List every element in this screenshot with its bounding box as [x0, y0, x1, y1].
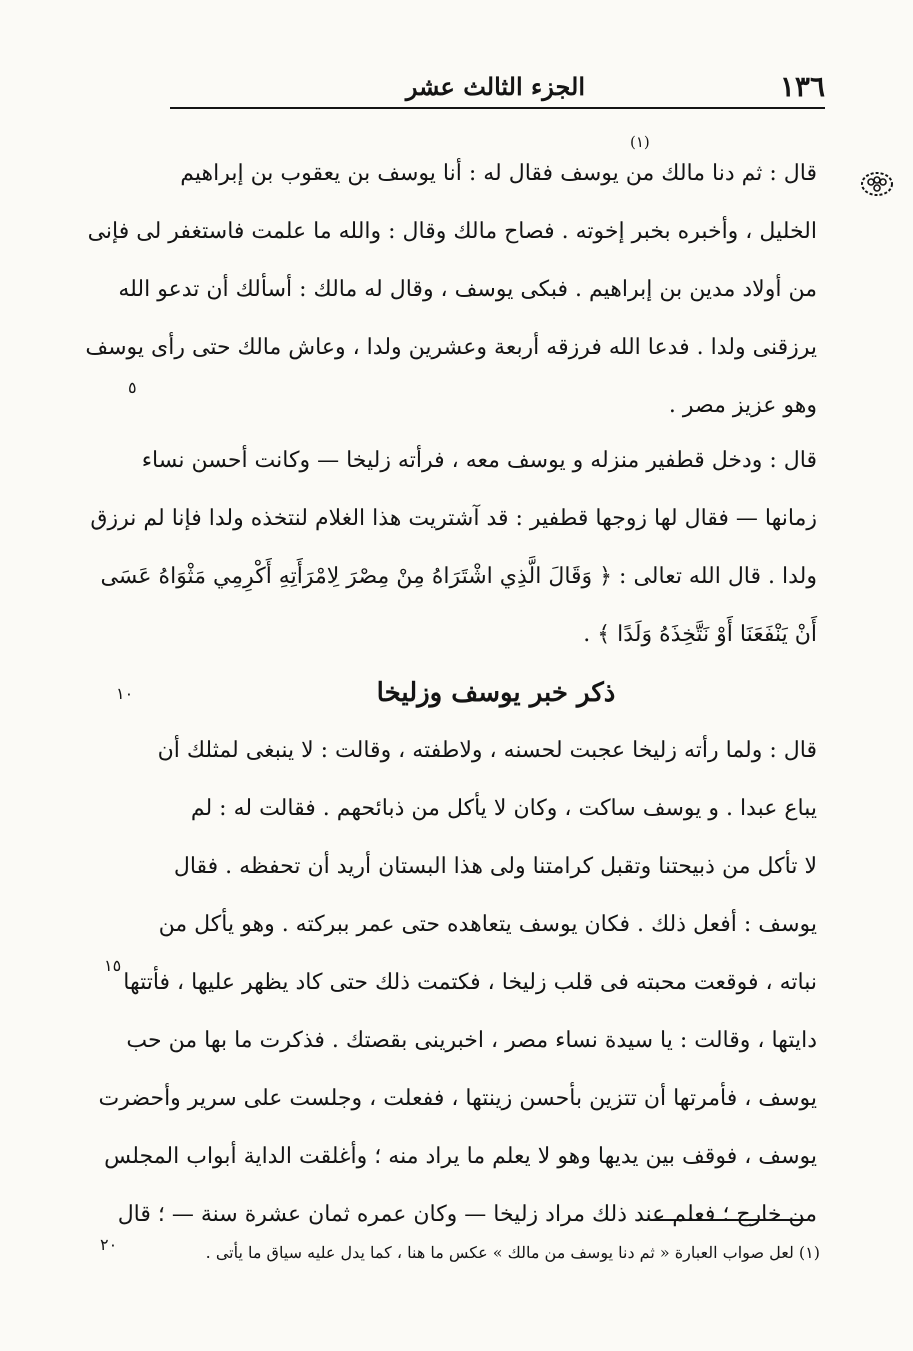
- text-line: أَنْ يَنْفَعَنَا أَوْ نَتَّخِذَهُ وَلَدًا ﴾ .: [583, 622, 817, 647]
- line-number-10: ١٠: [116, 684, 134, 703]
- text-line: قال : ودخل قطفير منزله و يوسف معه ، فرأته زليخا — وكانت أحسن نساء: [141, 448, 817, 473]
- text-line: من أولاد مدين بن إبراهيم . فبكى يوسف ، وقال له مالك : أسألك أن تدعو الله: [118, 277, 817, 302]
- text-line: يرزقنى ولدا . فدعا الله فرزقه أربعة وعشرين ولدا ، وعاش مالك حتى رأى يوسف: [85, 335, 817, 360]
- running-title: الجزء الثالث عشر: [405, 72, 585, 101]
- footnote-text: (١) لعل صواب العبارة « ثم دنا يوسف من مالك » عكس ما هنا ، كما يدل عليه سياق ما يأتى .: [205, 1243, 820, 1262]
- footnote-rule: [652, 1219, 804, 1221]
- text-line: زمانها — فقال لها زوجها قطفير : قد آشتريت هذا الغلام لنتخذه ولدا فإنا لم نرزق: [90, 506, 817, 531]
- text-line: يوسف : أفعل ذلك . فكان يوسف يتعاهده حتى عمر ببركته . وهو يأكل من: [158, 912, 817, 937]
- text-line: يوسف ، فأمرتها أن تتزين بأحسن زينتها ، ففعلت ، وجلست على سرير وأحضرت: [98, 1086, 817, 1111]
- paragraph-2: [90, 432, 817, 664]
- line-number-5: ٥: [128, 378, 137, 397]
- text-line: دايتها ، وقالت : يا سيدة نساء مصر ، اخبرينى بقصتك . فذكرت ما بها من حب: [126, 1028, 817, 1053]
- text-line: من خارج ؛ فعلم عند ذلك مراد زليخا — وكان عمره ثمان عشرة سنة — ؛ قال: [117, 1202, 817, 1227]
- paragraph-1: [85, 145, 817, 435]
- text-line: وهو عزيز مصر .: [668, 393, 817, 418]
- line-number-20: ٢٠: [100, 1235, 118, 1254]
- footnote-reference: (١): [630, 133, 650, 151]
- text-line: قال : ثم دنا مالك من يوسف فقال له : أنا يوسف بن يعقوب بن إبراهيم: [180, 161, 817, 186]
- text-line: نباته ، فوقعت محبته فى قلب زليخا ، فكتمت ذلك حتى كاد يظهر عليها ، فأتتها: [123, 970, 817, 995]
- header-rule: [170, 107, 825, 109]
- section-heading: ذكر خبر يوسف وزليخا: [376, 678, 616, 708]
- text-line: يوسف ، فوقف بين يديها وهو لا يعلم ما يراد منه ؛ وأغلقت الداية أبواب المجلس: [104, 1144, 817, 1169]
- text-line: لا تأكل من ذبيحتنا وتقبل كرامتنا ولى هذا البستان أريد أن تحفظه . فقال: [173, 854, 817, 879]
- text-line: يباع عبدا . و يوسف ساكت ، وكان لا يأكل من ذبائحهم . فقالت له : لم: [190, 796, 817, 821]
- page-number: ١٣٦: [779, 70, 825, 103]
- page-header: [170, 62, 825, 102]
- line-number-15: ١٥: [104, 956, 122, 975]
- text-line: قال : ولما رأته زليخا عجبت لحسنه ، ولاطفته ، وقالت : لا ينبغى لمثلك أن: [157, 738, 817, 763]
- rosette-ornament-icon: [858, 168, 896, 200]
- text-line: الخليل ، وأخبره بخبر إخوته . فصاح مالك وقال : والله ما علمت فاستغفر لى فإنى: [87, 219, 817, 244]
- text-line: ولدا . قال الله تعالى : ﴿ وَقَالَ الَّذِي اشْتَرَاهُ مِنْ مِصْرَ لِامْرَأَتِهِ أَكْرِمِي مَثْوَاهُ عَسَى: [100, 564, 817, 589]
